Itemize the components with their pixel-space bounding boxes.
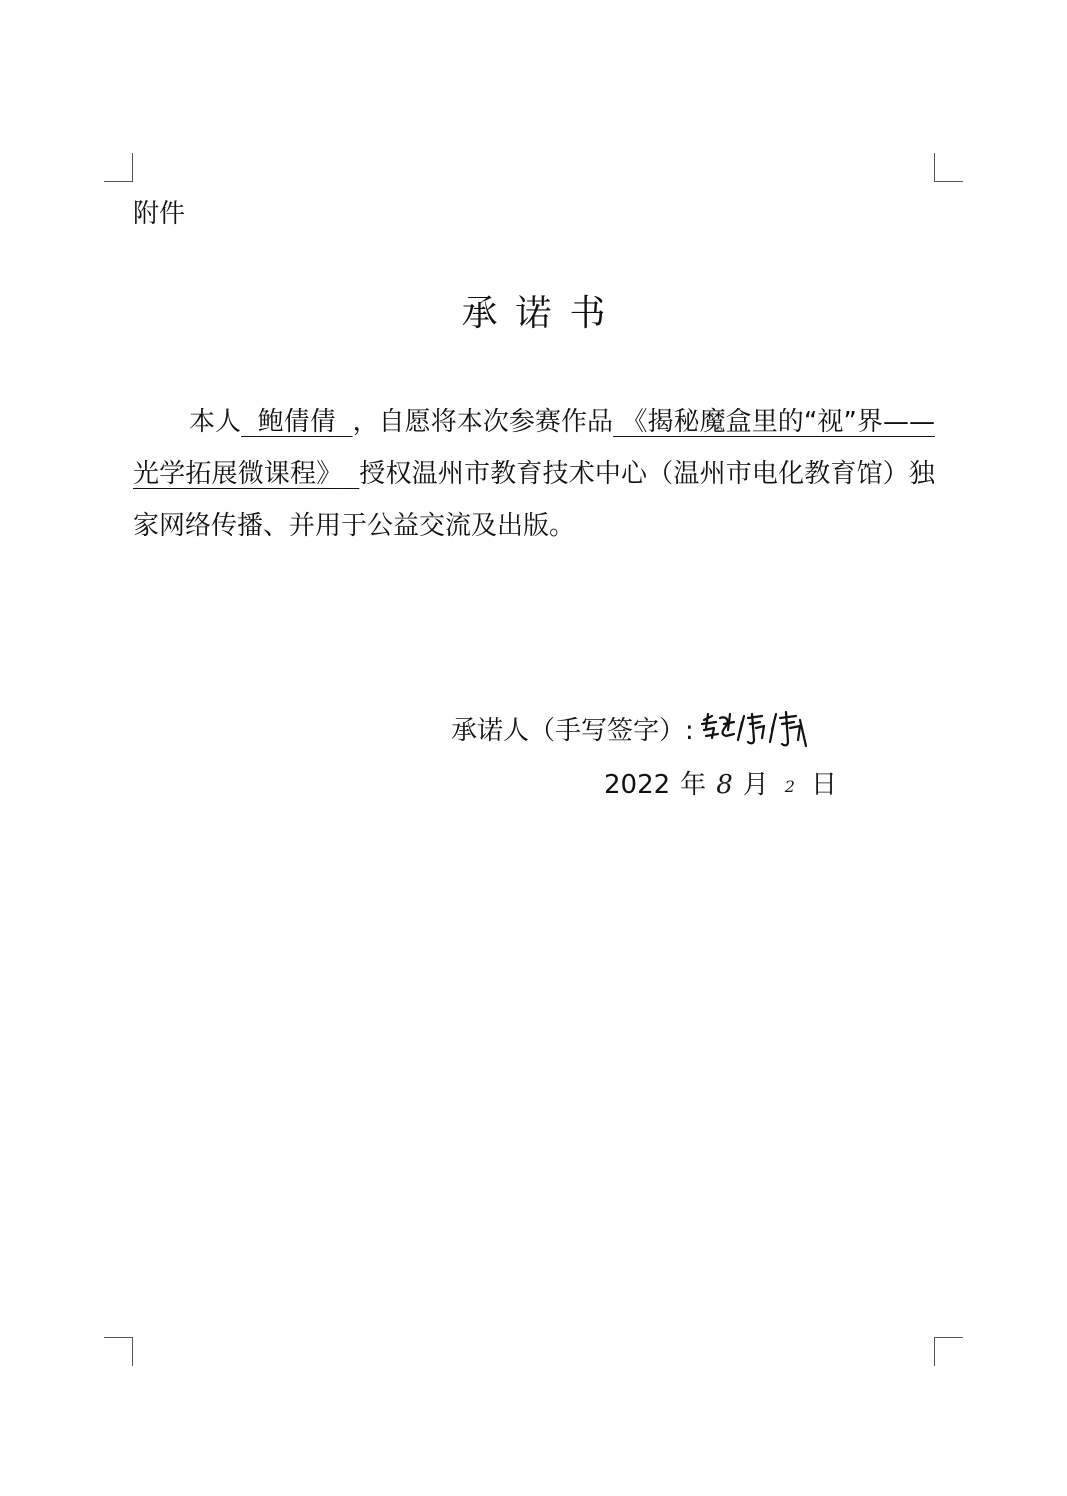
date-line bbox=[604, 758, 837, 812]
crop-mark-top-left bbox=[104, 153, 133, 182]
date-month-handwritten: 8 bbox=[716, 770, 733, 800]
date-day-unit: 日 bbox=[810, 770, 837, 800]
handwritten-signature bbox=[696, 706, 816, 756]
author-name-field bbox=[241, 407, 352, 437]
signature-line bbox=[451, 706, 816, 756]
statement-paragraph bbox=[133, 396, 935, 552]
crop-mark-bottom-left bbox=[104, 1337, 133, 1366]
crop-mark-top-right bbox=[934, 153, 963, 182]
date-year: 2022 bbox=[604, 770, 671, 800]
date-month-unit: 月 bbox=[742, 770, 769, 800]
statement-prefix: 本人 bbox=[189, 407, 242, 437]
attachment-label: 附件 bbox=[133, 199, 186, 229]
date-year-unit: 年 bbox=[680, 770, 707, 800]
work-title: 《揭秘魔盒里的“视”界——光学拓展微课程》 bbox=[133, 407, 935, 489]
date-day-handwritten: 2 bbox=[784, 777, 795, 796]
statement-suffix: 授权温州市教育技术中心（温州市电化教育馆）独家网络传播、并用于公益交流及出版。 bbox=[133, 459, 935, 541]
crop-mark-bottom-right bbox=[934, 1337, 963, 1366]
statement-middle: ，自愿将本次参赛作品 bbox=[352, 407, 614, 437]
document-title: 承诺书 bbox=[461, 293, 624, 334]
signature-label: 承诺人（手写签字）: bbox=[451, 716, 694, 746]
author-name: 鲍倩倩 bbox=[257, 407, 336, 437]
